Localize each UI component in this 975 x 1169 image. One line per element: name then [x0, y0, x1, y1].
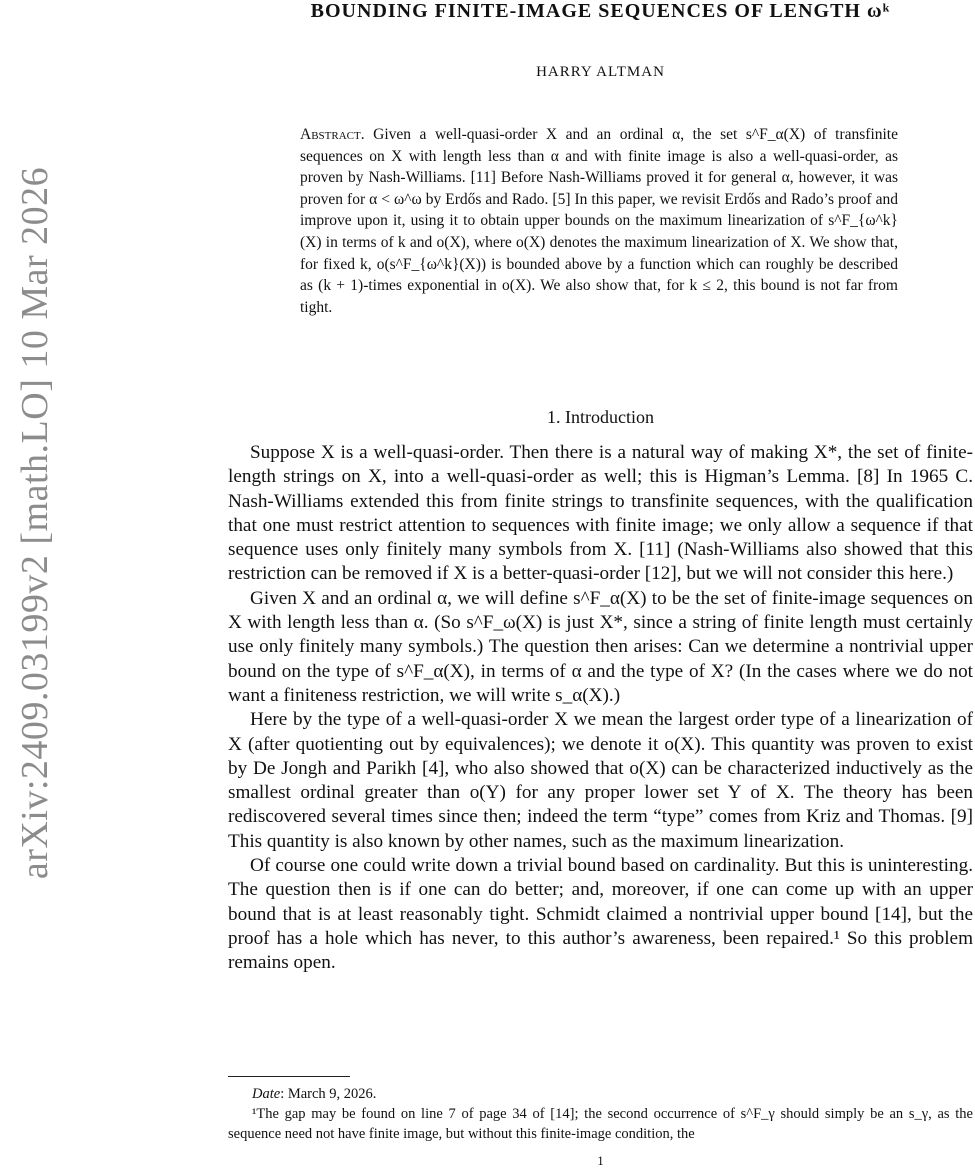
- date-label: Date: [252, 1086, 281, 1102]
- section-heading-introduction: 1. Introduction: [547, 407, 654, 427]
- arxiv-identifier-stamp: arXiv:2409.03199v2 [math.LO] 10 Mar 2026: [14, 166, 56, 880]
- abstract-label: Abstract.: [300, 126, 365, 143]
- footnotes: [228, 1084, 973, 1144]
- paragraph: Suppose X is a well-quasi-order. Then there is a natural way of making X*, the set of finite-length strings on X, into a well-quasi-order as well; this is Higman’s Lemma. [8] In 1965 C. Nash-Williams extended this from finite strings to transfinite sequences, with the qualification that one must restrict attention to sequences with finite image; we only allow a sequence if that sequence uses only finitely many symbols from X. [11] (Nash-Williams also showed that this restriction can be removed if X is a better-quasi-order [12], but we will not consider this here.): [228, 442, 973, 585]
- date-footnote: Date: March 9, 2026.: [252, 1086, 377, 1102]
- page-number: 1: [597, 1153, 604, 1168]
- author-name: HARRY ALTMAN: [536, 64, 665, 80]
- paper-title: BOUNDING FINITE-IMAGE SEQUENCES OF LENGTH ωᵏ: [310, 0, 891, 22]
- abstract: [300, 124, 898, 318]
- paragraph: Given X and an ordinal α, we will define s^F_α(X) to be the set of finite-image sequences on X with length less than α. (So s^F_ω(X) is just X*, since a string of finite length must certainly use only finitely many symbols.) The question then arises: Can we determine a nontrivial upper bound on the type of s^F_α(X), in terms of α and the type of X? (In the cases where we do not want a finiteness restriction, we will write s_α(X).): [228, 587, 973, 706]
- abstract-text: Given a well-quasi-order X and an ordinal α, the set s^F_α(X) of transfinite sequences on X with length less than α and with finite image is also a well-quasi-order, as proven by Nash-Williams. [11] Before Nash-Williams proved it for general α, however, it was proven for α < ω^ω by Erdős and Rado. [5] In this paper, we revisit Erdős and Rado’s proof and improve upon it, using it to obtain upper bounds on the maximum linearization of s^F_{ω^k}(X) in terms of k and o(X), where o(X) denotes the maximum linearization of X. We show that, for fixed k, o(s^F_{ω^k}(X)) is bounded above by a function which can roughly be described as (k + 1)-times exponential in o(X). We also show that, for k ≤ 2, this bound is not far from tight.: [300, 126, 898, 316]
- date-value: March 9, 2026.: [287, 1086, 377, 1102]
- footnote-1: ¹The gap may be found on line 7 of page 34 of [14]; the second occurrence of s^F_γ should simply be an s_γ, as the sequence need not have finite image, but without this finite-image condition, the: [228, 1106, 973, 1142]
- paragraph: Here by the type of a well-quasi-order X we mean the largest order type of a linearization of X (after quotienting out by equivalences); we denote it o(X). This quantity was proven to exist by De Jongh and Parikh [4], who also showed that o(X) can be characterized inductively as the smallest ordinal greater than o(Y) for any proper lower set Y of X. The theory has been rediscovered several times since then; indeed the term “type” comes from Kriz and Thomas. [9] This quantity is also known by other names, such as the maximum linearization.: [228, 709, 973, 852]
- footnote-separator: [228, 1076, 350, 1077]
- introduction-body: [228, 441, 973, 976]
- paragraph: Of course one could write down a trivial bound based on cardinality. But this is uninteresting. The question then is if one can do better; and, moreover, if one can come up with an upper bound that is at least reasonably tight. Schmidt claimed a nontrivial upper bound [14], but the proof has a hole which has never, to this author’s awareness, been repaired.¹ So this problem remains open.: [228, 855, 973, 974]
